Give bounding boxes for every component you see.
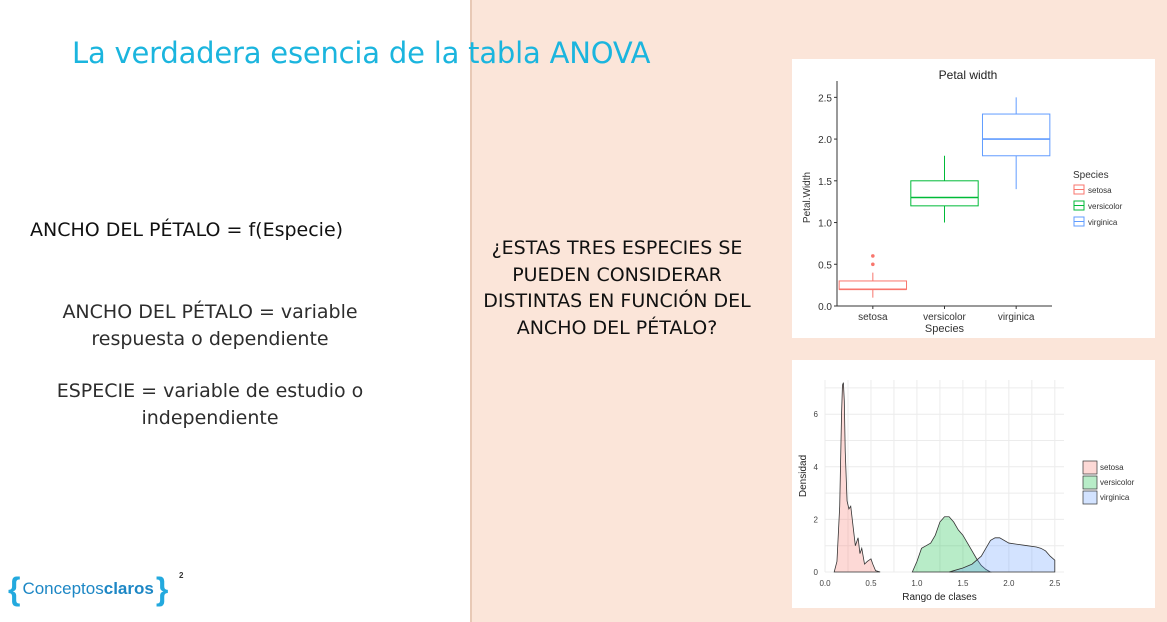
x-tick-label: 0.5 bbox=[865, 579, 877, 588]
logo-right-brace-icon: } bbox=[155, 571, 169, 607]
y-tick-label: 2.0 bbox=[818, 135, 832, 147]
legend-title: Species bbox=[1073, 170, 1109, 181]
y-tick-label: 1.5 bbox=[818, 176, 832, 188]
y-tick-label: 2 bbox=[813, 515, 818, 525]
legend-label-versicolor: versicolor bbox=[1088, 202, 1123, 211]
legend-label-versicolor: versicolor bbox=[1100, 478, 1135, 487]
box-setosa bbox=[839, 281, 906, 289]
density-panel bbox=[792, 360, 1155, 608]
y-tick-label: 6 bbox=[813, 410, 818, 420]
equation-text: ANCHO DEL PÉTALO = f(Especie) bbox=[30, 219, 344, 241]
density-plot bbox=[792, 360, 1155, 608]
y-tick-label: 0 bbox=[813, 568, 818, 577]
chart-title: Petal width bbox=[938, 68, 998, 82]
x-tick-label: 1.0 bbox=[911, 579, 923, 588]
x-tick-label: 2.0 bbox=[1003, 579, 1015, 588]
legend-label-setosa: setosa bbox=[1088, 186, 1112, 195]
x-tick-label: virginica bbox=[997, 312, 1035, 323]
x-tick-label: 2.5 bbox=[1049, 579, 1061, 588]
legend-key-versicolor bbox=[1083, 476, 1097, 489]
slide-title: La verdadera esencia de la tabla ANOVA bbox=[72, 36, 651, 70]
y-axis-label: Densidad bbox=[798, 454, 809, 498]
legend-key-setosa bbox=[1083, 461, 1097, 474]
y-tick-label: 0.0 bbox=[818, 302, 832, 313]
response-variable-text: ANCHO DEL PÉTALO = variable respuesta o dependiente bbox=[62, 301, 358, 350]
box-virginica bbox=[982, 114, 1049, 156]
boxplot-panel bbox=[792, 59, 1155, 338]
x-tick-label: 1.5 bbox=[957, 579, 969, 588]
logo-text-light: Conceptos bbox=[22, 579, 104, 598]
x-tick-label: versicolor bbox=[923, 312, 966, 323]
y-tick-label: 4 bbox=[813, 462, 818, 472]
logo-left-brace-icon: { bbox=[8, 571, 21, 607]
y-tick-label: 1.0 bbox=[818, 218, 832, 230]
question-text: ¿ESTAS TRES ESPECIES SE PUEDEN CONSIDERAR DISTINTAS EN FUNCIÓN DEL ANCHO DEL PÉTALO? bbox=[483, 237, 751, 339]
x-axis-label: Species bbox=[924, 323, 965, 335]
x-tick-label: setosa bbox=[858, 312, 888, 323]
logo-text-bold: claros bbox=[103, 579, 154, 598]
legend-key-virginica bbox=[1083, 491, 1097, 504]
box-versicolor bbox=[911, 181, 978, 206]
outlier-setosa bbox=[871, 262, 875, 266]
x-tick-label: 0.0 bbox=[819, 579, 831, 588]
petal-width-boxplot bbox=[792, 59, 1155, 338]
legend-label-setosa: setosa bbox=[1100, 463, 1124, 472]
legend-label-virginica: virginica bbox=[1088, 218, 1118, 227]
y-tick-label: 0.5 bbox=[818, 260, 832, 272]
y-tick-label: 2.5 bbox=[818, 93, 832, 105]
conceptos-claros-logo bbox=[8, 571, 184, 607]
legend-label-virginica: virginica bbox=[1100, 493, 1130, 502]
y-axis-label: Petal.Width bbox=[802, 171, 813, 224]
pane-divider bbox=[470, 0, 472, 622]
x-axis-label: Rango de clases bbox=[902, 592, 977, 603]
logo-superscript: 2 bbox=[179, 571, 184, 580]
outlier-setosa bbox=[871, 254, 875, 258]
study-variable-text: ESPECIE = variable de estudio o independiente bbox=[56, 380, 364, 429]
